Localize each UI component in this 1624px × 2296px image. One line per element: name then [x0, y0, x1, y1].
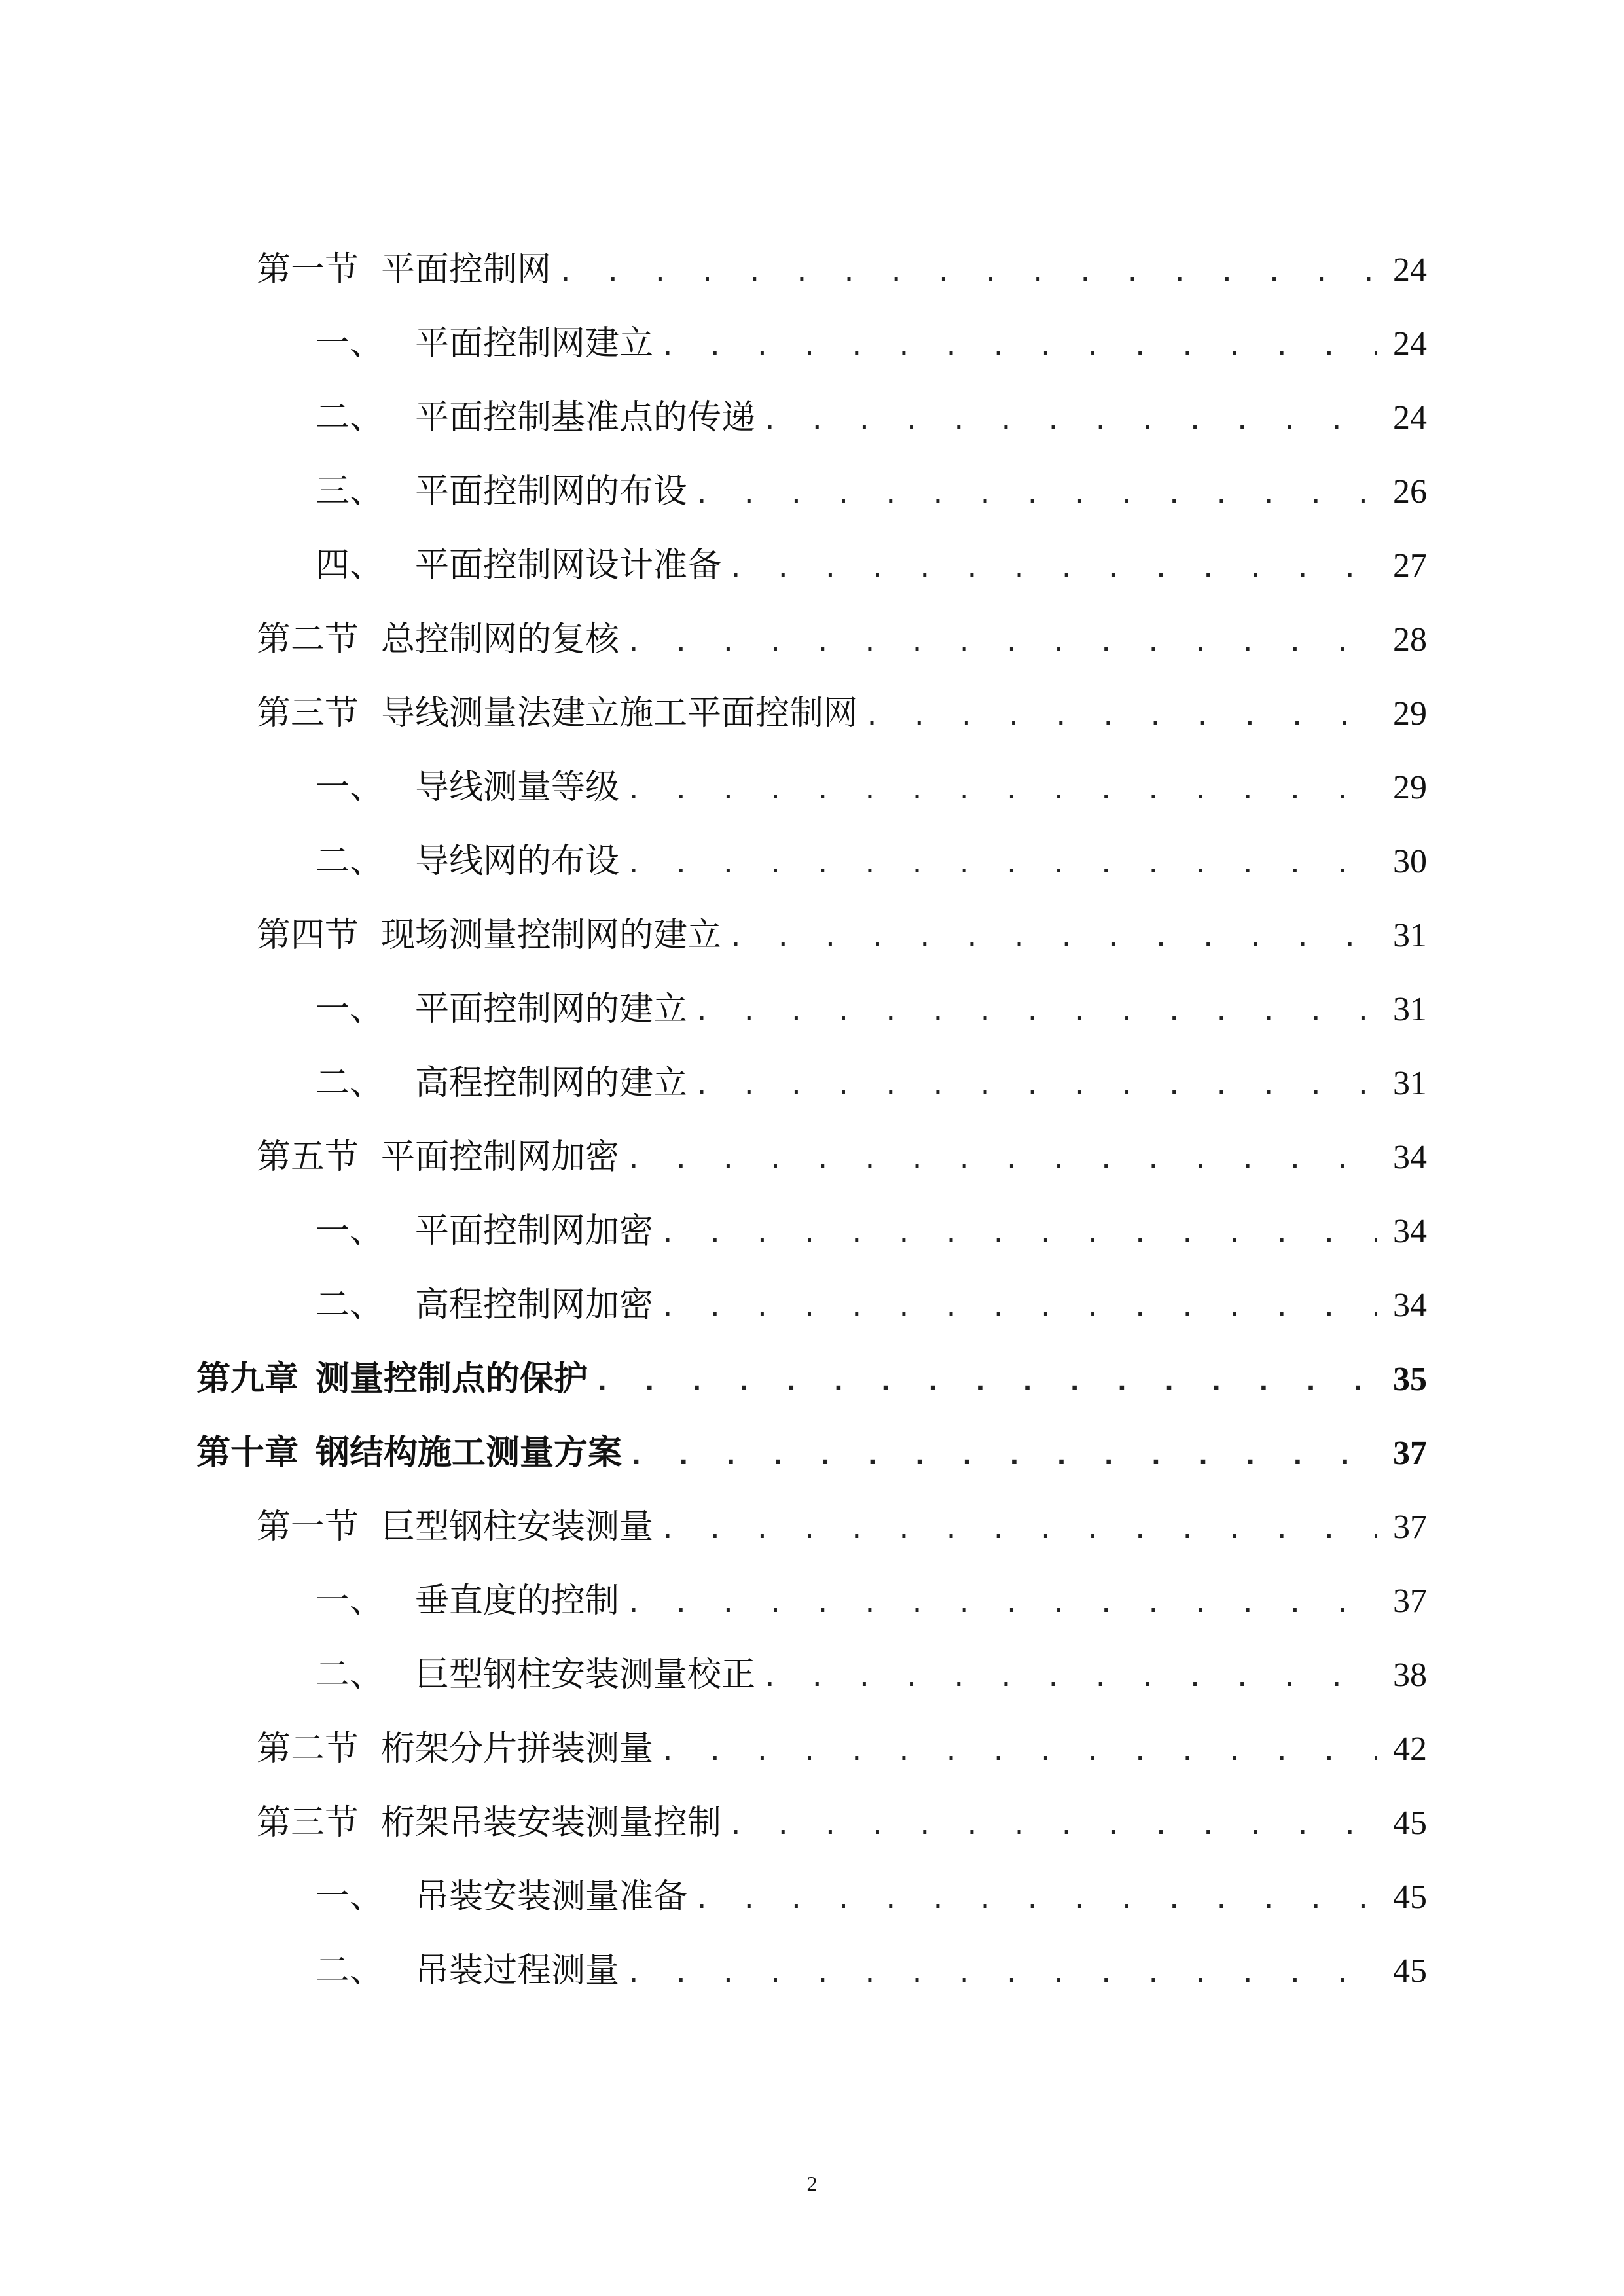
toc-entry-title: 钢结构施工测量方案	[316, 1433, 623, 1473]
toc-entry[interactable]	[196, 1427, 1427, 1479]
toc-entry-title: 吊装过程测量	[415, 1951, 620, 1990]
toc-entry-number: 一、	[316, 768, 384, 807]
toc-entry[interactable]	[257, 1131, 1427, 1183]
dot-leader	[660, 320, 1377, 370]
toc-entry-number: 二、	[316, 1064, 384, 1103]
dot-leader	[728, 1799, 1377, 1849]
toc-entry[interactable]	[257, 687, 1427, 740]
toc-entry-page: 34	[1393, 1213, 1427, 1250]
dot-leader	[694, 986, 1377, 1035]
toc-entry-title: 测量控制点的保护	[316, 1359, 588, 1399]
dot-leader	[694, 1873, 1377, 1923]
toc-entry-title: 桁架分片拼装测量	[381, 1729, 654, 1768]
toc-entry[interactable]	[257, 1723, 1427, 1775]
toc-entry-page: 24	[1393, 325, 1427, 363]
dot-leader	[626, 764, 1377, 814]
dot-leader	[626, 838, 1377, 888]
dot-leader	[660, 1503, 1377, 1553]
toc-entry-number: 第十章	[196, 1433, 299, 1473]
toc-entry-page: 31	[1393, 1065, 1427, 1102]
toc-entry[interactable]	[316, 1871, 1427, 1923]
toc-entry-number: 第三节	[257, 1803, 359, 1842]
toc-entry-page: 31	[1393, 917, 1427, 954]
toc-entry-title: 平面控制网设计准备	[415, 546, 722, 585]
toc-entry-title: 垂直度的控制	[415, 1581, 620, 1621]
toc-entry-page: 24	[1393, 251, 1427, 289]
dot-leader	[626, 1577, 1377, 1627]
toc-entry[interactable]	[316, 317, 1427, 370]
toc-entry-number: 一、	[316, 324, 384, 363]
toc-entry[interactable]	[316, 465, 1427, 518]
dot-leader	[728, 542, 1377, 592]
toc-entry[interactable]	[257, 909, 1427, 961]
toc-entry-page: 24	[1393, 399, 1427, 437]
toc-entry-number: 三、	[316, 472, 384, 511]
dot-leader	[626, 616, 1377, 666]
toc-entry[interactable]	[257, 613, 1427, 666]
toc-entry-page: 37	[1393, 1509, 1427, 1546]
toc-entry-page: 42	[1393, 1731, 1427, 1768]
toc-entry-number: 第四节	[257, 916, 359, 955]
toc-entry[interactable]	[316, 761, 1427, 814]
toc-entry-number: 一、	[316, 1581, 384, 1621]
toc-entry-number: 第三节	[257, 694, 359, 733]
toc-entry-number: 第二节	[257, 1729, 359, 1768]
dot-leader	[694, 1060, 1377, 1109]
toc-entry-number: 二、	[316, 1951, 384, 1990]
toc-entry-page: 45	[1393, 1804, 1427, 1842]
toc-entry-page: 27	[1393, 547, 1427, 584]
dot-leader	[660, 1282, 1377, 1331]
toc-entry-title: 平面控制网加密	[415, 1211, 654, 1251]
toc-entry[interactable]	[316, 835, 1427, 888]
toc-entry[interactable]	[316, 1575, 1427, 1627]
dot-leader	[762, 1651, 1377, 1701]
toc-entry-title: 高程控制网的建立	[415, 1064, 688, 1103]
toc-entry-title: 平面控制网	[381, 250, 552, 289]
toc-entry-page: 34	[1393, 1139, 1427, 1176]
toc-entry-title: 高程控制网加密	[415, 1285, 654, 1325]
toc-entry-title: 巨型钢柱安装测量	[381, 1507, 654, 1547]
toc-entry-title: 导线网的布设	[415, 842, 620, 881]
toc-entry-page: 45	[1393, 1952, 1427, 1990]
toc-entry-number: 一、	[316, 1877, 384, 1916]
toc-entry[interactable]	[316, 539, 1427, 592]
dot-leader	[558, 246, 1377, 296]
toc-entry-number: 四、	[316, 546, 384, 585]
dot-leader	[594, 1355, 1377, 1405]
toc-entry-number: 二、	[316, 1655, 384, 1695]
toc-entry[interactable]	[257, 1501, 1427, 1553]
toc-entry-number: 第二节	[257, 620, 359, 659]
toc-entry-page: 37	[1393, 1435, 1427, 1472]
toc-entry-page: 26	[1393, 473, 1427, 511]
toc-entry-page: 38	[1393, 1657, 1427, 1694]
toc-entry-page: 34	[1393, 1287, 1427, 1324]
toc-entry-page: 35	[1393, 1361, 1427, 1398]
toc-entry-page: 31	[1393, 991, 1427, 1028]
toc-entry-page: 37	[1393, 1583, 1427, 1620]
toc-entry[interactable]	[316, 983, 1427, 1035]
toc-entry[interactable]	[316, 391, 1427, 444]
toc-entry[interactable]	[316, 1945, 1427, 1997]
page-number: 2	[806, 2172, 818, 2195]
toc-entry-title: 导线测量等级	[415, 768, 620, 807]
toc-entry[interactable]	[316, 1205, 1427, 1257]
dot-leader	[728, 912, 1377, 961]
toc-entry-title: 总控制网的复核	[381, 620, 620, 659]
toc-entry[interactable]	[316, 1649, 1427, 1701]
dot-leader	[864, 690, 1377, 740]
toc-entry-title: 平面控制网建立	[415, 324, 654, 363]
toc-entry-page: 30	[1393, 843, 1427, 880]
toc-entry-page: 28	[1393, 621, 1427, 658]
toc-entry-number: 第一节	[257, 250, 359, 289]
toc-entry-number: 第五节	[257, 1138, 359, 1177]
toc-entry[interactable]	[257, 243, 1427, 296]
dot-leader	[660, 1725, 1377, 1775]
toc-entry-number: 一、	[316, 1211, 384, 1251]
dot-leader	[694, 468, 1377, 518]
toc-entry-page: 29	[1393, 769, 1427, 806]
toc-entry-number: 二、	[316, 1285, 384, 1325]
dot-leader	[626, 1134, 1377, 1183]
toc-entry-number: 第一节	[257, 1507, 359, 1547]
toc-entry-title: 现场测量控制网的建立	[381, 916, 722, 955]
toc-entry[interactable]	[196, 1353, 1427, 1405]
toc-entry-page: 45	[1393, 1878, 1427, 1916]
toc-entry-title: 平面控制网加密	[381, 1138, 620, 1177]
toc-entry-number: 第九章	[196, 1359, 299, 1399]
toc-entry-title: 导线测量法建立施工平面控制网	[381, 694, 858, 733]
toc-entry-title: 吊装安装测量准备	[415, 1877, 688, 1916]
toc-entry-title: 桁架吊装安装测量控制	[381, 1803, 722, 1842]
toc-entry-number: 一、	[316, 990, 384, 1029]
toc-entry-title: 巨型钢柱安装测量校正	[415, 1655, 756, 1695]
toc-entry-title: 平面控制基准点的传递	[415, 398, 756, 437]
toc-entry-title: 平面控制网的建立	[415, 990, 688, 1029]
toc-entry-title: 平面控制网的布设	[415, 472, 688, 511]
toc-entry-number: 二、	[316, 842, 384, 881]
dot-leader	[628, 1429, 1377, 1479]
toc-entry-page: 29	[1393, 695, 1427, 732]
dot-leader	[626, 1947, 1377, 1997]
toc-entry-number: 二、	[316, 398, 384, 437]
dot-leader	[660, 1208, 1377, 1257]
toc-entry[interactable]	[316, 1057, 1427, 1109]
dot-leader	[762, 394, 1377, 444]
toc-entry[interactable]	[257, 1797, 1427, 1849]
toc-entry[interactable]	[316, 1279, 1427, 1331]
